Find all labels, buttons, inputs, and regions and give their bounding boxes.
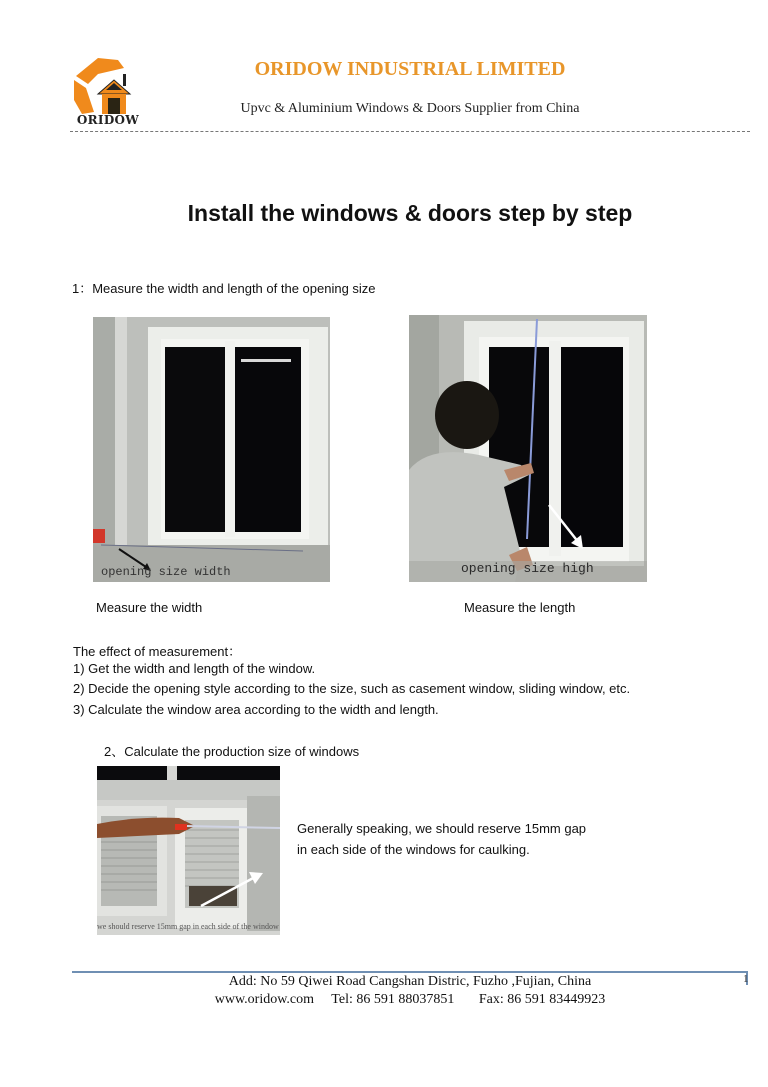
effect-item: 1) Get the width and length of the window. xyxy=(73,661,316,676)
photo-overlay-text: opening size high xyxy=(461,561,594,576)
gap-note-line-1: Generally speaking, we should reserve 15mm gap xyxy=(297,821,587,836)
page-number: 1 xyxy=(743,973,749,985)
document-title: Install the windows & doors step by step xyxy=(187,200,633,226)
photo-measure-length xyxy=(409,315,647,582)
header-divider xyxy=(70,131,750,132)
footer-divider xyxy=(72,971,748,973)
step1-heading: 1：Measure the width and length of the opening size xyxy=(72,281,376,296)
footer-contact: www.oridow.com Tel: 86 591 88037851 Fax: 86 591 83449923 xyxy=(214,992,606,1007)
photo-production-size xyxy=(97,766,280,935)
caption-measure-width: Measure the width xyxy=(96,600,203,615)
caption-measure-length: Measure the length xyxy=(464,600,576,615)
effect-item: 2) Decide the opening style according to the size, such as casement window, sliding window, etc. xyxy=(73,681,631,696)
gap-note-line-2: in each side of the windows for caulking. xyxy=(297,842,530,857)
company-name: ORIDOW INDUSTRIAL LIMITED xyxy=(254,58,566,80)
step2-heading: 2、Calculate the production size of windows xyxy=(104,744,360,759)
photo-measure-width xyxy=(93,317,330,582)
photo-overlay-text: we should reserve 15mm gap in each side of the window xyxy=(97,922,279,931)
company-tagline: Upvc & Aluminium Windows & Doors Supplier from China xyxy=(240,101,580,116)
logo-text: ORIDOW xyxy=(76,113,140,127)
effect-item: 3) Calculate the window area according to the width and length. xyxy=(73,702,439,717)
footer-address: Add: No 59 Qiwei Road Cangshan Distric, Fuzho ,Fujian, China xyxy=(228,974,592,989)
effect-heading: The effect of measurement： xyxy=(73,644,242,659)
photo-overlay-text: opening size width xyxy=(101,565,231,579)
